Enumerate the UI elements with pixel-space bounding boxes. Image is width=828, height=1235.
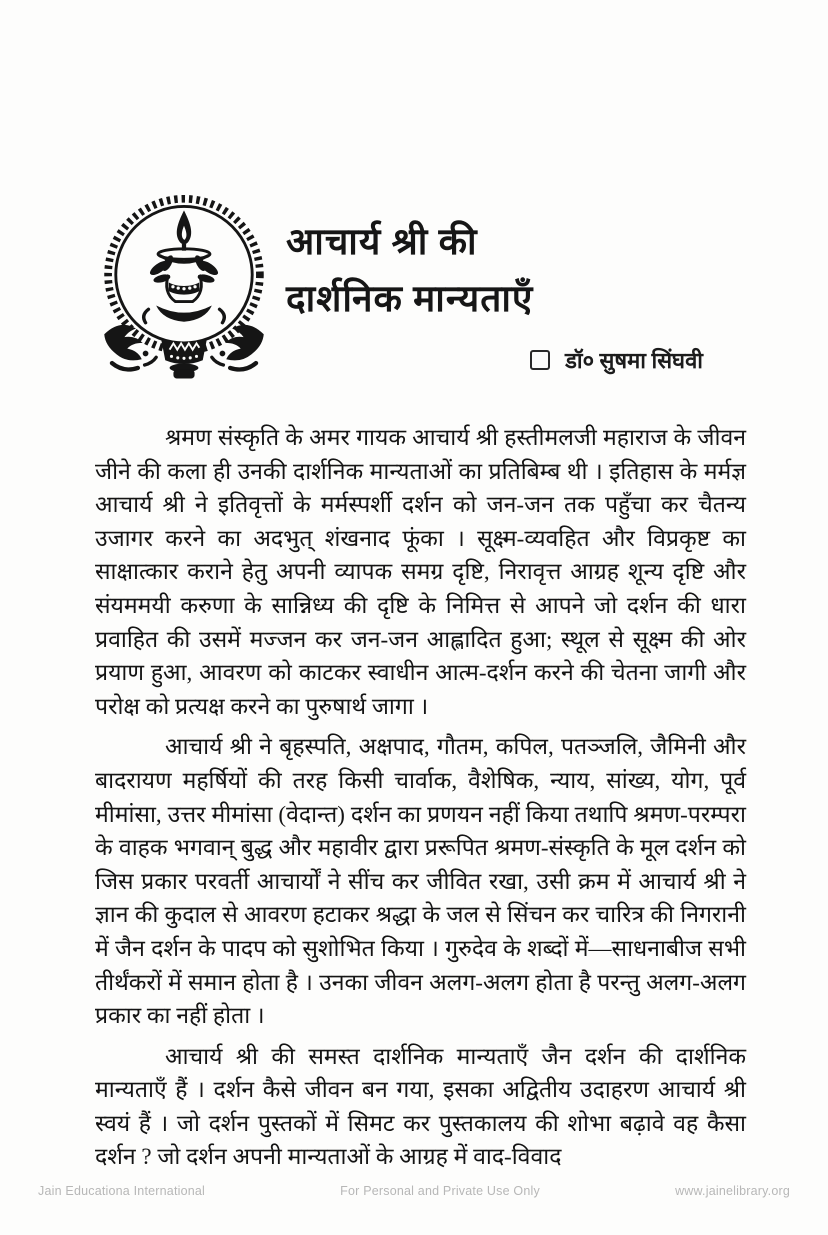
- page-title: [286, 214, 533, 328]
- jain-lamp-kalash-emblem-icon: [92, 194, 276, 390]
- page-title-line1: आचार्य श्री की: [286, 222, 478, 263]
- square-bullet-icon: [530, 350, 550, 370]
- footer-publisher: Jain Educationa International: [38, 1184, 206, 1198]
- page-title-line2: दार्शनिक मान्यताएँ: [286, 279, 534, 320]
- paragraph-3: आचार्य श्री की समस्त दार्शनिक मान्यताएँ जैन दर्शन की दार्शनिक मान्यताएँ हैं । दर्शन कैसे जीवन बन गया, इसका अद्वितीय उदाहरण आचार्य श्री स्वयं हैं । जो दर्शन पुस्तकों में सिमट कर पुस्तकालय की शोभा बढ़ावे वह कैसा दर्शन ? जो दर्शन अपनी मान्यताओं के आग्रह में वाद-विवाद: [95, 1043, 746, 1170]
- article-body: [95, 421, 746, 1181]
- paragraph-2: आचार्य श्री ने बृहस्पति, अक्षपाद, गौतम, कपिल, पतञ्जलि, जैमिनी और बादरायण महर्षियों की तरह किसी चार्वाक, वैशेषिक, न्याय, सांख्य, योग, पूर्व मीमांसा, उत्तर मीमांसा (वेदान्त) दर्शन का प्रणयन नहीं किया तथापि श्रमण-परम्परा के वाहक भगवान् बुद्ध और महावीर द्वारा प्ररूपित श्रमण-संस्कृति के मूल दर्शन को जिस प्रकार परवर्ती आचार्यों ने सींच कर जीवित रखा, उसी क्रम में आचार्य श्री ने ज्ञान की कुदाल से आवरण हटाकर श्रद्धा के जल से सिंचन कर चारित्र की निगरानी में जैन दर्शन के पादप को सुशोभित किया । गुरुदेव के शब्दों में—साधनाबीज सभी तीर्थंकरों में समान होता है । उनका जीवन अलग-अलग होता है परन्तु अलग-अलग प्रकार का नहीं होता ।: [95, 734, 746, 1029]
- footer-usage-note: For Personal and Private Use Only: [340, 1184, 540, 1198]
- footer-website: www.jainelibrary.org: [675, 1184, 790, 1198]
- paragraph-1: श्रमण संस्कृति के अमर गायक आचार्य श्री हस्तीमलजी महाराज के जीवन जीने की कला ही उनकी दार्शनिक मान्यताओं का प्रतिबिम्ब थी । इतिहास के मर्मज्ञ आचार्य श्री ने इतिवृत्तों के मर्मस्पर्शी दर्शन को जन-जन तक पहुँचा कर चैतन्य उजागर करने का अदभुत् शंखनाद फूंका । सूक्ष्म-व्यवहित और विप्रकृष्ट का साक्षात्कार कराने हेतु अपनी व्यापक समग्र दृष्टि, निरावृत्त आग्रह शून्य दृष्टि और संयममयी करुणा के सान्निध्य की दृष्टि के निमित्त से आपने जो दर्शन की धारा प्रवाहित की उसमें मज्जन कर जन-जन आह्लादित हुआ; स्थूल से सूक्ष्म की ओर प्रयाण हुआ, आवरण को काटकर स्वाधीन आत्म-दर्शन करने की चेतना जागी और परोक्ष को प्रत्यक्ष करने का पुरुषार्थ जागा ।: [95, 425, 746, 719]
- page-footer: [0, 1184, 828, 1198]
- author-byline: [530, 345, 703, 375]
- author-name: डॉ० सुषमा सिंघवी: [565, 348, 703, 373]
